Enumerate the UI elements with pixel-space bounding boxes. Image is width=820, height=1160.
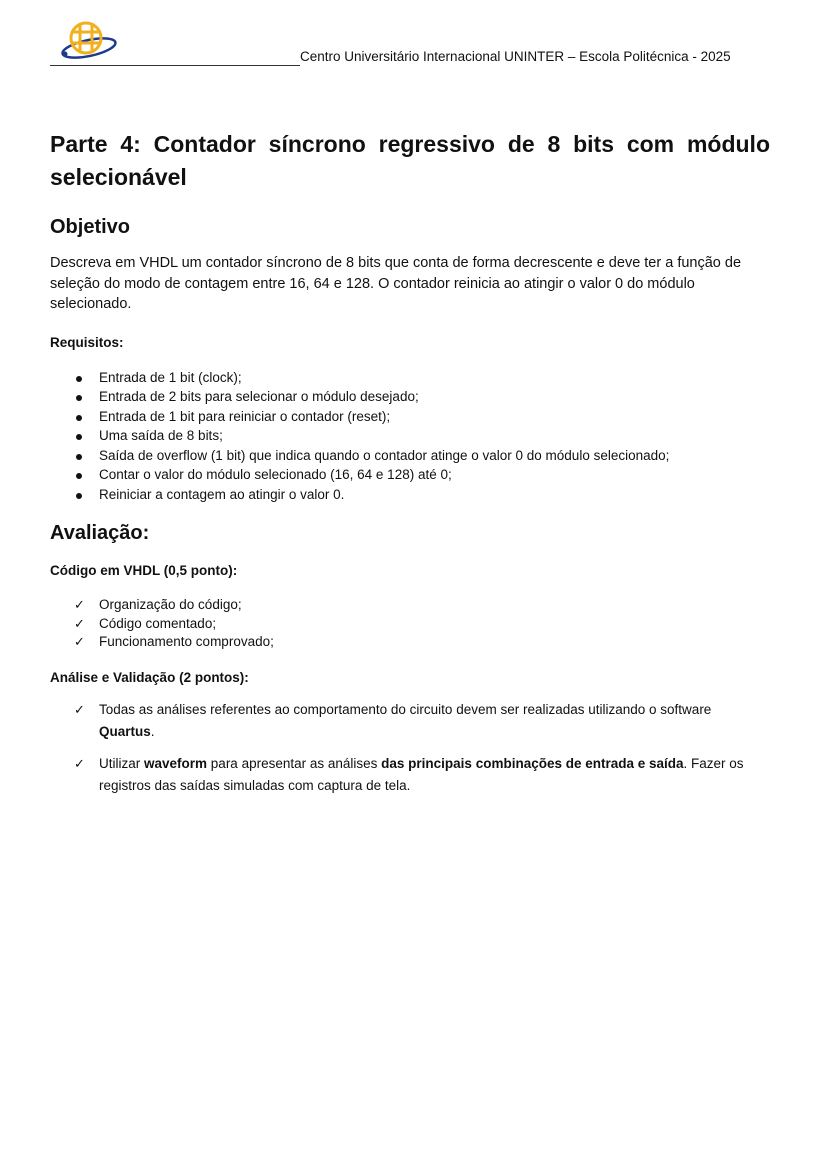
- list-item: Entrada de 1 bit para reiniciar o contador (reset);: [50, 407, 770, 427]
- objetivo-text: Descreva em VHDL um contador síncrono de 8 bits que conta de forma decrescente e deve ter a função de seleção do modo de contagem entre 16, 64 e 128. O contador reinicia ao atingir o valor 0 do módulo selecionado.: [50, 255, 742, 312]
- list-item: ✓ Organização do código;: [50, 596, 770, 615]
- list-item: ✓ Código comentado;: [50, 615, 770, 634]
- checkmark-icon: ✓: [74, 701, 85, 717]
- list-item: Reiniciar a contagem ao atingir o valor 0.: [50, 485, 770, 505]
- header-rule: [50, 65, 300, 66]
- list-item: Saída de overflow (1 bit) que indica quando o contador atinge o valor 0 do módulo selecionado;: [50, 446, 770, 466]
- requisitos-list: [50, 368, 770, 505]
- list-item: Contar o valor do módulo selecionado (16, 64 e 128) até 0;: [50, 465, 770, 485]
- bullet-icon: [76, 473, 82, 479]
- codigo-list: [50, 596, 770, 652]
- list-item: Uma saída de 8 bits;: [50, 426, 770, 446]
- analise-list: [50, 699, 770, 797]
- bullet-icon: [76, 376, 82, 382]
- list-item: Entrada de 1 bit (clock);: [50, 368, 770, 388]
- list-item: ✓ Utilizar waveform para apresentar as análises das principais combinações de entrada e saída. Fazer os registros das saídas simuladas com captura de tela.: [50, 753, 770, 797]
- checkmark-icon: ✓: [74, 597, 85, 612]
- document-body: [50, 128, 770, 807]
- codigo-heading: Código em VHDL (0,5 ponto):: [50, 563, 238, 578]
- header-institution: Centro Universitário Internacional UNINTER – Escola Politécnica - 2025: [300, 49, 731, 64]
- checkmark-icon: ✓: [74, 755, 85, 771]
- list-item: ✓ Funcionamento comprovado;: [50, 633, 770, 652]
- list-item: Entrada de 2 bits para selecionar o módulo desejado;: [50, 387, 770, 407]
- bullet-icon: [76, 395, 82, 401]
- bullet-icon: [76, 415, 82, 421]
- list-item: ✓ Todas as análises referentes ao comportamento do circuito devem ser realizadas utilizando o software Quartus.: [50, 699, 770, 743]
- page-title: Parte 4: Contador síncrono regressivo de 8 bits com módulo selecionável: [50, 131, 770, 190]
- bullet-icon: [76, 454, 82, 460]
- bullet-icon: [76, 493, 82, 499]
- page-header: [50, 16, 770, 66]
- bullet-icon: [76, 434, 82, 440]
- avaliacao-heading: Avaliação:: [50, 522, 150, 544]
- checkmark-icon: ✓: [74, 615, 85, 631]
- checkmark-icon: ✓: [74, 634, 85, 649]
- requisitos-heading: Requisitos:: [50, 334, 124, 350]
- analise-heading: Análise e Validação (2 pontos):: [50, 669, 249, 685]
- objetivo-heading: Objetivo: [50, 216, 131, 238]
- uninter-logo-icon: [60, 18, 118, 62]
